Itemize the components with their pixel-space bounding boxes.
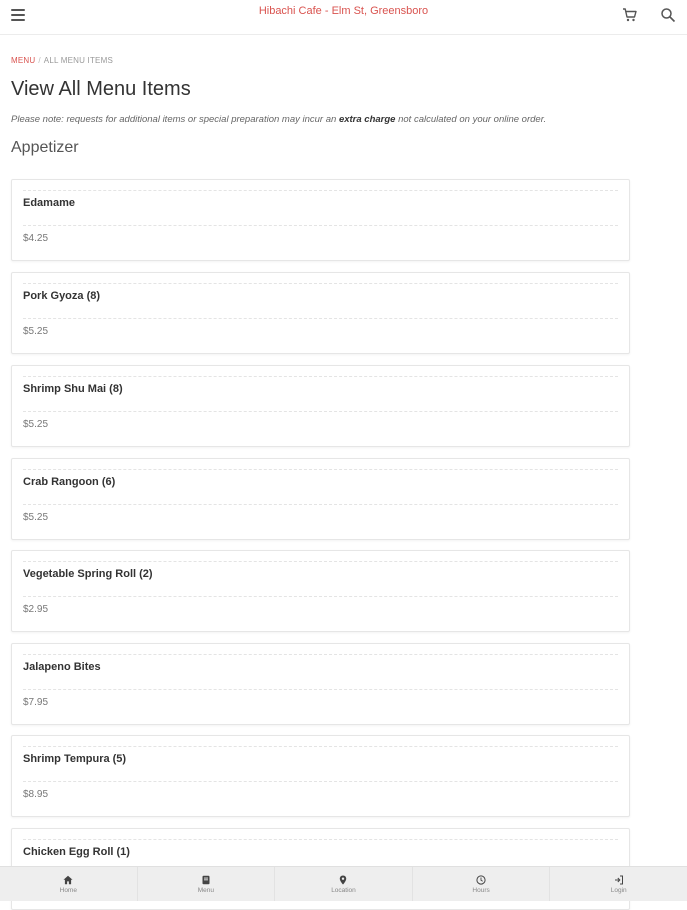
location-pin-icon	[338, 875, 348, 885]
menu-item-card[interactable]	[11, 272, 630, 354]
nav-menu[interactable]	[138, 867, 276, 901]
top-bar	[0, 0, 687, 35]
menu-item-card[interactable]	[11, 735, 630, 817]
category-heading: Appetizer	[11, 139, 79, 156]
menu-book-icon	[201, 875, 211, 885]
notice-prefix: Please note: requests for additional items or special preparation may incur an	[11, 114, 337, 125]
nav-label: Login	[610, 886, 627, 894]
breadcrumb-menu-link[interactable]: MENU	[11, 56, 36, 65]
page-title: View All Menu Items	[11, 78, 191, 100]
menu-item-price: $5.25	[23, 512, 49, 523]
menu-item-card[interactable]	[11, 365, 630, 447]
nav-login[interactable]	[550, 867, 687, 901]
menu-item-card[interactable]	[11, 458, 630, 540]
order-notice	[11, 114, 671, 125]
menu-item-name: Chicken Egg Roll (1)	[23, 846, 130, 858]
cart-icon[interactable]	[622, 7, 638, 23]
nav-home[interactable]	[0, 867, 138, 901]
menu-item-name: Jalapeno Bites	[23, 661, 101, 673]
menu-item-name: Pork Gyoza (8)	[23, 290, 101, 302]
breadcrumb-separator: /	[38, 56, 41, 65]
restaurant-title[interactable]: Hibachi Cafe - Elm St, Greensboro	[258, 5, 429, 17]
nav-label: Location	[331, 886, 356, 894]
nav-label: Hours	[472, 886, 490, 894]
notice-suffix: not calculated on your online order.	[398, 114, 547, 125]
menu-item-price: $5.25	[23, 419, 49, 430]
menu-item-price: $8.95	[23, 789, 49, 800]
search-icon[interactable]	[660, 7, 676, 23]
menu-item-price: $2.95	[23, 604, 49, 615]
menu-item-price: $4.25	[23, 233, 49, 244]
breadcrumb-current: ALL MENU ITEMS	[43, 56, 113, 65]
nav-hours[interactable]	[413, 867, 551, 901]
login-icon	[614, 875, 624, 885]
notice-emphasis: extra charge	[338, 114, 396, 125]
menu-item-name: Shrimp Shu Mai (8)	[23, 383, 123, 395]
menu-item-card[interactable]	[11, 179, 630, 261]
nav-label: Menu	[197, 886, 215, 894]
menu-item-card[interactable]	[11, 550, 630, 632]
menu-item-price: $5.25	[23, 326, 49, 337]
menu-item-price: $7.95	[23, 697, 49, 708]
menu-item-name: Shrimp Tempura (5)	[23, 753, 127, 765]
bottom-nav	[0, 866, 687, 901]
home-icon	[63, 875, 73, 885]
menu-item-name: Edamame	[23, 197, 75, 209]
menu-item-name: Crab Rangoon (6)	[23, 476, 116, 488]
breadcrumb	[11, 56, 113, 65]
menu-item-name: Vegetable Spring Roll (2)	[23, 568, 153, 580]
clock-icon	[476, 875, 486, 885]
nav-label: Home	[59, 886, 77, 894]
nav-location[interactable]	[275, 867, 413, 901]
menu-item-card[interactable]	[11, 643, 630, 725]
